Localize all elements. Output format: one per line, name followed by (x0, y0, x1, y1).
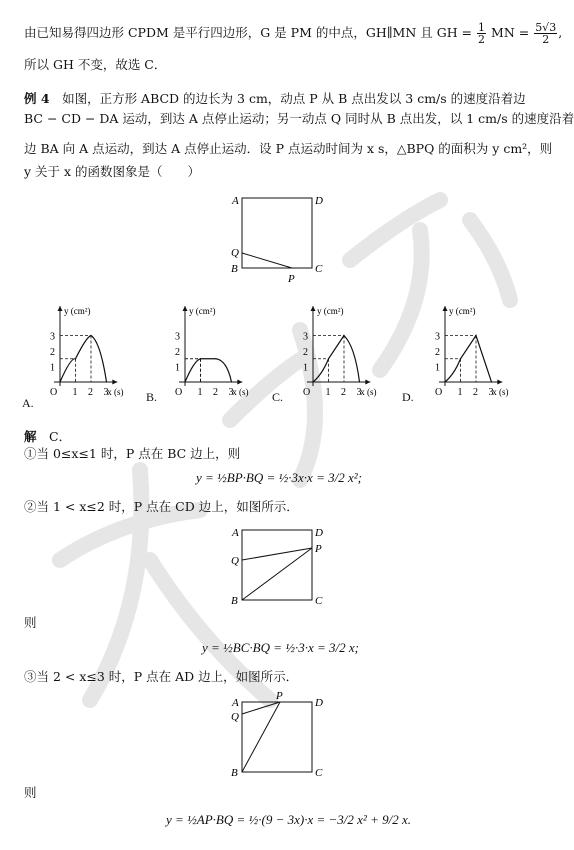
x-tick-label: 1 (197, 387, 203, 398)
example-label: 例 4 (24, 91, 50, 106)
label-c: C (315, 263, 323, 275)
x-tick-label: 1 (72, 387, 78, 398)
x-axis-arrow (497, 380, 502, 385)
y-axis-label: y (cm²) (317, 306, 344, 316)
data-point (106, 381, 107, 382)
y-axis-label: y (cm²) (64, 306, 91, 316)
x-axis-arrow (365, 380, 370, 385)
y-tick-label: 1 (303, 362, 308, 374)
origin-label: O (435, 387, 443, 398)
case-1: ①当 0≤x≤1 时，P 点在 BC 边上，则 (24, 446, 241, 461)
x-tick-label: 2 (88, 387, 93, 398)
x-tick-label: 3 (356, 387, 362, 398)
square-figure-3 (222, 690, 337, 782)
x-axis-label: x (s) (232, 387, 249, 397)
label-b: B (231, 767, 238, 779)
solution-header: 解 C． (24, 429, 72, 444)
x-axis-arrow (112, 380, 117, 385)
label-c: C (315, 767, 323, 779)
data-point (475, 335, 476, 336)
solution-label: 解 (24, 429, 37, 444)
label-a: A (232, 527, 239, 539)
x-tick-label: 2 (213, 387, 218, 398)
graph-curve (185, 359, 232, 382)
label-d: D (315, 697, 323, 709)
example-line-3: 边 BA 向 A 点运动，到达 A 点停止运动．设 P 点运动时间为 x s，△BPQ 的面积为 y cm²，则 (24, 141, 553, 156)
x-tick-label: 3 (488, 387, 494, 398)
origin-label: O (175, 387, 183, 398)
x-tick-label: 1 (325, 387, 331, 398)
option-b[interactable]: B. (146, 390, 158, 404)
label-p: P (276, 690, 283, 702)
y-tick-label: 2 (303, 347, 308, 358)
case-3: ③当 2 < x≤3 时，P 点在 AD 边上，如图所示． (24, 669, 299, 684)
option-a[interactable]: A. (22, 396, 34, 410)
y-tick-label: 3 (50, 331, 55, 343)
label-p: P (288, 273, 295, 285)
data-point (75, 358, 76, 359)
fraction-result: $\frac{5√3}{2}$ (535, 21, 557, 46)
y-tick-label: 1 (435, 362, 440, 374)
example-line-1: 例 4 如图，正方形 ABCD 的边长为 3 cm，动点 P 从 B 点出发以 3 cm/s 的速度沿着边 (24, 91, 526, 106)
intro-line-2: 所以 GH 不变，故选 C． (24, 57, 167, 72)
label-d: D (315, 195, 323, 207)
then-1: 则 (24, 615, 37, 630)
square-figure-2 (222, 522, 337, 612)
x-tick-label: 2 (473, 387, 478, 398)
data-point (215, 358, 216, 359)
label-q: Q (231, 711, 239, 723)
x-tick-label: 3 (103, 387, 109, 398)
y-axis-label: y (cm²) (449, 306, 476, 316)
intro-line-1: 由已知易得四边形 CPDM 是平行四边形，G 是 PM 的中点，GH∥MN 且 GH = $\frac{1}{2}$ MN = $\frac{5√3}{2}$ , (24, 21, 563, 46)
data-point (184, 381, 185, 382)
equation-3: y = ½AP·BQ = ½·(9 − 3x)·x = −3/2 x² + 9/2 x. (166, 812, 411, 827)
data-point (200, 358, 201, 359)
x-axis-label: x (s) (107, 387, 124, 397)
y-tick-label: 2 (50, 347, 55, 358)
data-point (343, 335, 344, 336)
equation-1: y = ½BP·BQ = ½·3x·x = 3/2 x²; (196, 470, 362, 485)
option-d[interactable]: D. (402, 390, 414, 404)
label-b: B (231, 263, 238, 275)
y-axis-arrow (443, 306, 448, 311)
label-d: D (315, 527, 323, 539)
label-q: Q (231, 247, 239, 259)
label-q: Q (231, 555, 239, 567)
y-tick-label: 1 (175, 362, 180, 374)
x-tick-label: 2 (341, 387, 346, 398)
label-a: A (232, 195, 239, 207)
square-figure-1 (222, 190, 337, 285)
then-2: 则 (24, 785, 37, 800)
y-tick-label: 3 (175, 331, 180, 343)
x-tick-label: 3 (228, 387, 234, 398)
fraction-half: $\frac{1}{2}$ (478, 21, 486, 46)
label-b: B (231, 595, 238, 607)
x-axis-arrow (237, 380, 242, 385)
case-2: ②当 1 < x≤2 时，P 点在 CD 边上，如图所示． (24, 499, 299, 514)
data-point (59, 381, 60, 382)
x-axis-label: x (s) (360, 387, 377, 397)
y-tick-label: 2 (435, 347, 440, 358)
y-axis-arrow (58, 306, 63, 311)
label-p: P (315, 543, 322, 555)
origin-label: O (50, 387, 58, 398)
label-c: C (315, 595, 323, 607)
y-tick-label: 3 (435, 331, 440, 343)
data-point (444, 381, 445, 382)
data-point (312, 381, 313, 382)
y-axis-label: y (cm²) (189, 306, 216, 316)
y-tick-label: 1 (50, 362, 55, 374)
y-axis-arrow (311, 306, 316, 311)
data-point (328, 358, 329, 359)
y-axis-arrow (183, 306, 188, 311)
data-point (359, 381, 360, 382)
example-line-2: BC − CD − DA 运动，到达 A 点停止运动；另一动点 Q 同时从 B 点出发，以 1 cm/s 的速度沿着 (24, 111, 574, 126)
data-point (460, 358, 461, 359)
x-tick-label: 1 (457, 387, 463, 398)
y-tick-label: 2 (175, 347, 180, 358)
origin-label: O (303, 387, 311, 398)
option-c[interactable]: C. (272, 390, 284, 404)
data-point (90, 335, 91, 336)
label-a: A (232, 697, 239, 709)
x-axis-label: x (s) (492, 387, 509, 397)
y-tick-label: 3 (303, 331, 308, 343)
equation-2: y = ½BC·BQ = ½·3·x = 3/2 x; (202, 640, 360, 655)
data-point (491, 381, 492, 382)
data-point (231, 381, 232, 382)
example-line-4: y 关于 x 的函数图象是（ ） (24, 164, 201, 179)
